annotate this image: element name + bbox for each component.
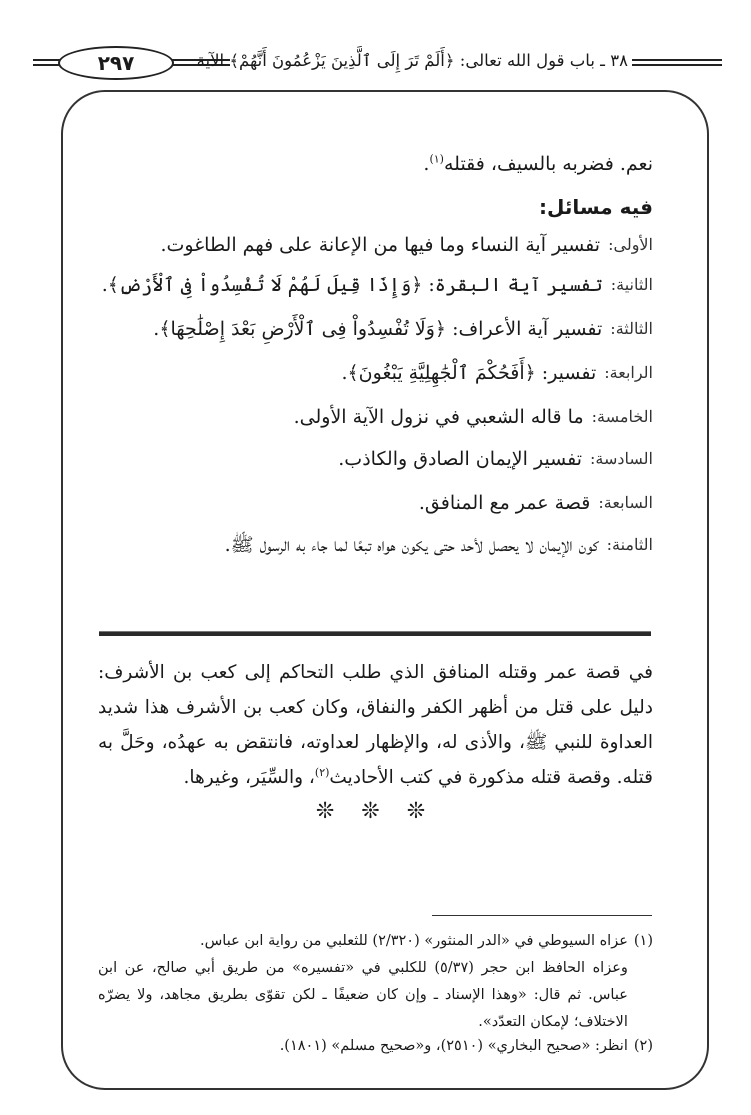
intro-text: نعم. فضربه بالسيف، فقتله: [443, 153, 653, 175]
issues-heading: فيه مسائل:: [539, 195, 653, 219]
footnote-line: انظر: «صحيح البخاري» (٢٥١٠)، و«صحيح مسلم» (١٨٠١).: [279, 1038, 628, 1054]
asterism-separator: ❊ ❊ ❊: [315, 799, 436, 824]
issue-text: تفسير آية النساء وما فيها من الإعانة على فهم الطاغوت.: [160, 234, 601, 256]
issue-item: [93, 228, 653, 262]
intro-period: .: [423, 153, 430, 175]
issue-item: [93, 528, 653, 562]
issue-label: الرابعة:: [604, 363, 653, 382]
issue-label: السادسة:: [590, 449, 653, 468]
issue-item: [93, 356, 653, 390]
footnote-number: (١): [633, 933, 653, 949]
intro-paragraph: [93, 150, 653, 178]
issue-text: تفسير: ﴿أَفَحُكْمَ ٱلْجَٰهِلِيَّةِ يَبْغُونَ﴾.: [341, 362, 597, 384]
footnote-1: [98, 928, 653, 1036]
issue-text: ما قاله الشعبي في نزول الآية الأولى.: [293, 406, 584, 428]
issue-text: قصة عمر مع المنافق.: [418, 492, 591, 514]
issue-text: تفسير الإيمان الصادق والكاذب.: [338, 448, 583, 470]
page-number: ٢٩٧: [58, 46, 174, 80]
commentary-text: في قصة عمر وقتله المنافق الذي طلب التحاكم إلى كعب بن الأشرف: دليل على قتل من أظهر الكفر والنفاق، وكان كعب بن الأشرف هذا شديد العداوة للنبي ﷺ، والأذى له، والإظهار لعداوته، فانتقض به عهدُه، وحَلَّ به قتله. وقصة قتله مذكورة في كتب الأحاديث: [98, 662, 653, 788]
footnote-body: [98, 1033, 628, 1060]
chapter-title: ٣٨ ـ باب قول الله تعالى: ﴿أَلَمْ تَرَ إِلَى ٱلَّذِينَ يَزْعُمُونَ أَنَّهُمْ﴾ الآية: [196, 51, 628, 70]
issue-label: الثانية:: [610, 275, 653, 294]
issue-item: [93, 400, 653, 434]
issue-item: [93, 312, 653, 346]
page-header: [0, 42, 751, 82]
issue-label: الثامنة:: [606, 535, 653, 554]
issue-item: [93, 442, 653, 476]
footnote-number: (٢): [633, 1038, 653, 1054]
footnote-ref-2: (٢): [314, 765, 330, 779]
issue-item: [93, 268, 653, 302]
footnote-2: [98, 1033, 653, 1060]
issue-text: تفسير آية الأعراف: ﴿وَلَا تُفْسِدُواْ فِى ٱلْأَرْضِ بَعْدَ إِصْلَٰحِهَا﴾.: [153, 318, 603, 340]
issue-label: السابعة:: [598, 493, 653, 512]
header-rule-left: [33, 59, 60, 66]
issue-label: الثالثة:: [610, 319, 653, 338]
footnote-line: وعزاه الحافظ ابن حجر (٥/٣٧) للكلبي في «تفسيره» من طريق أبي صالح، عن ابن عباس. ثم قال: «وهذا الإسناد ـ وإن كان ضعيفًا ـ لكن تقوّى بطريق مجاهد، ولا يضرّه الاختلاف؛ لإمكان التعدّد».: [98, 960, 628, 1030]
footnote-rule: [432, 915, 652, 916]
issue-label: الأولى:: [608, 235, 653, 254]
issue-text: تفسير آية البقرة: ﴿وَإِذَا قِيلَ لَهُمْ لَا تُفْسِدُواْ فِى ٱلْأَرْضِ﴾.: [101, 274, 603, 296]
commentary-text-end: ، والسِّيَر، وغيرها.: [183, 767, 315, 788]
section-divider: [99, 631, 651, 636]
footnote-ref-1: (١): [429, 152, 444, 166]
issue-item: [93, 486, 653, 520]
footnote-line: عزاه السيوطي في «الدر المنثور» (٢/٣٢٠) للثعلبي من رواية ابن عباس.: [200, 933, 628, 949]
issue-text: كون الإيمان لا يحصل لأحد حتى يكون هواه تبعًا لما جاء به الرسول ﷺ.: [224, 534, 599, 556]
footnote-body: [98, 928, 628, 1036]
issue-label: الخامسة:: [591, 407, 653, 426]
header-rule-right: [632, 59, 722, 66]
commentary-paragraph: [98, 655, 653, 795]
